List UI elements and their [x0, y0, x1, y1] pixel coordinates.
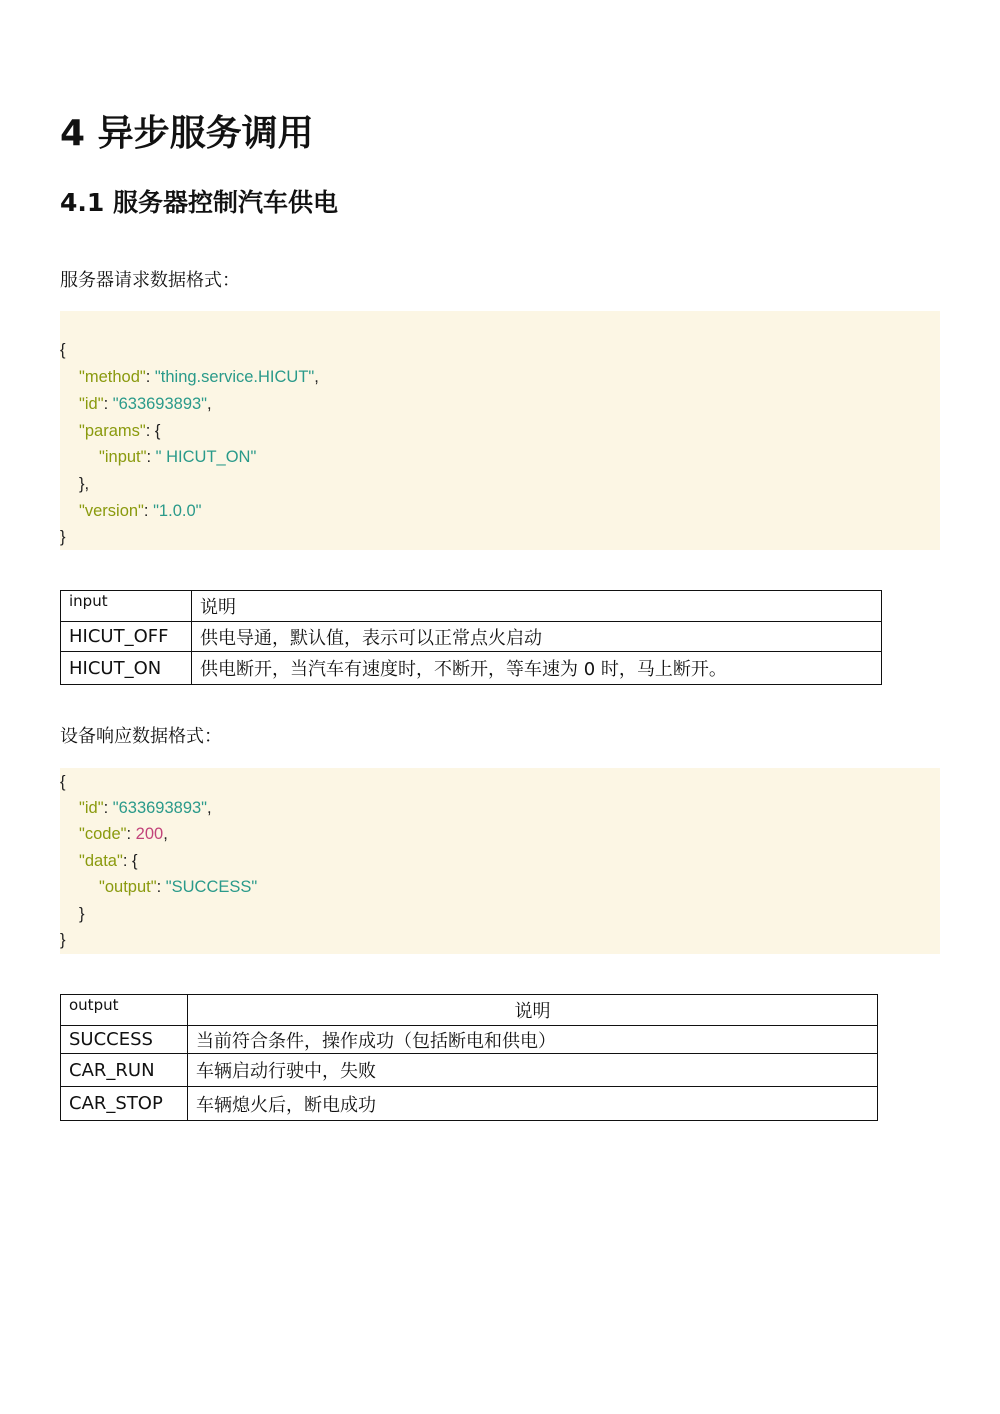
table-header-cell: 说明 — [192, 591, 882, 622]
table-row — [61, 1026, 878, 1054]
table-cell: CAR_STOP — [61, 1087, 188, 1121]
table-cell: SUCCESS — [61, 1026, 188, 1054]
request-format-label: 服务器请求数据格式： — [60, 270, 240, 291]
code-line — [79, 498, 202, 525]
request-code-block — [60, 311, 940, 550]
table-row — [61, 622, 882, 652]
code-line — [79, 795, 212, 822]
response-format-label: 设备响应数据格式： — [60, 726, 222, 747]
table-row — [61, 1054, 878, 1087]
code-punct: : — [146, 448, 156, 466]
json-string: "633693893" — [112, 395, 208, 413]
output-values-table — [60, 994, 878, 1121]
json-key: "input" — [99, 448, 147, 466]
code-line — [79, 848, 138, 875]
code-punct: : { — [145, 422, 161, 440]
json-key: "id" — [79, 395, 104, 413]
json-key: "output" — [99, 878, 157, 896]
code-punct: : — [103, 395, 113, 413]
table-row — [61, 1087, 878, 1121]
code-line — [79, 901, 85, 928]
json-key: "code" — [79, 825, 127, 843]
section-heading-1: 4 异步服务调用 — [60, 113, 314, 154]
code-punct: : — [143, 502, 154, 520]
table-row — [61, 652, 882, 685]
code-line — [79, 821, 168, 848]
code-punct: : — [103, 799, 113, 817]
code-punct: , — [207, 799, 212, 817]
table-header-cell: output — [61, 995, 188, 1026]
code-punct: , — [207, 395, 212, 413]
table-cell: HICUT_ON — [61, 652, 192, 685]
code-punct: } — [60, 931, 66, 949]
code-punct: { — [60, 341, 66, 359]
code-punct: : — [126, 825, 136, 843]
code-line — [60, 337, 66, 364]
json-number: 200 — [135, 825, 164, 843]
input-values-table — [60, 590, 882, 685]
table-cell: CAR_RUN — [61, 1054, 188, 1087]
json-string: "thing.service.HICUT" — [154, 368, 315, 386]
code-line — [60, 927, 66, 954]
code-punct: } — [79, 905, 85, 923]
code-punct: , — [163, 825, 168, 843]
table-cell: 车辆启动行驶中，失败 — [188, 1054, 878, 1087]
table-cell: 车辆熄火后，断电成功 — [188, 1087, 878, 1121]
json-key: "params" — [79, 422, 146, 440]
code-punct: }, — [79, 475, 90, 493]
json-string: " HICUT_ON" — [155, 448, 257, 466]
json-key: "id" — [79, 799, 104, 817]
table-header-cell: input — [61, 591, 192, 622]
table-header-row — [61, 591, 882, 622]
response-code-block — [60, 768, 940, 954]
json-key: "version" — [79, 502, 144, 520]
json-key: "data" — [79, 852, 123, 870]
code-punct: : — [156, 878, 166, 896]
code-line — [79, 471, 89, 498]
section-heading-2: 4.1 服务器控制汽车供电 — [60, 188, 338, 217]
table-cell: HICUT_OFF — [61, 622, 192, 652]
code-punct: : { — [122, 852, 138, 870]
json-string: "1.0.0" — [153, 502, 202, 520]
code-line — [60, 769, 66, 796]
code-line — [79, 391, 212, 418]
table-cell: 供电导通，默认值，表示可以正常点火启动 — [192, 622, 882, 652]
code-punct: , — [314, 368, 319, 386]
code-punct: : — [145, 368, 155, 386]
code-punct: } — [60, 528, 66, 546]
code-line — [79, 364, 319, 391]
json-string: "SUCCESS" — [165, 878, 258, 896]
code-line — [99, 874, 257, 901]
code-punct: { — [60, 773, 66, 791]
table-cell: 供电断开，当汽车有速度时，不断开，等车速为 0 时，马上断开。 — [192, 652, 882, 685]
json-key: "method" — [79, 368, 146, 386]
json-string: "633693893" — [112, 799, 208, 817]
table-header-row — [61, 995, 878, 1026]
table-header-cell: 说明 — [188, 995, 878, 1026]
code-line — [99, 444, 256, 471]
code-line — [79, 418, 160, 445]
code-line — [60, 524, 66, 551]
table-cell: 当前符合条件，操作成功（包括断电和供电） — [188, 1026, 878, 1054]
